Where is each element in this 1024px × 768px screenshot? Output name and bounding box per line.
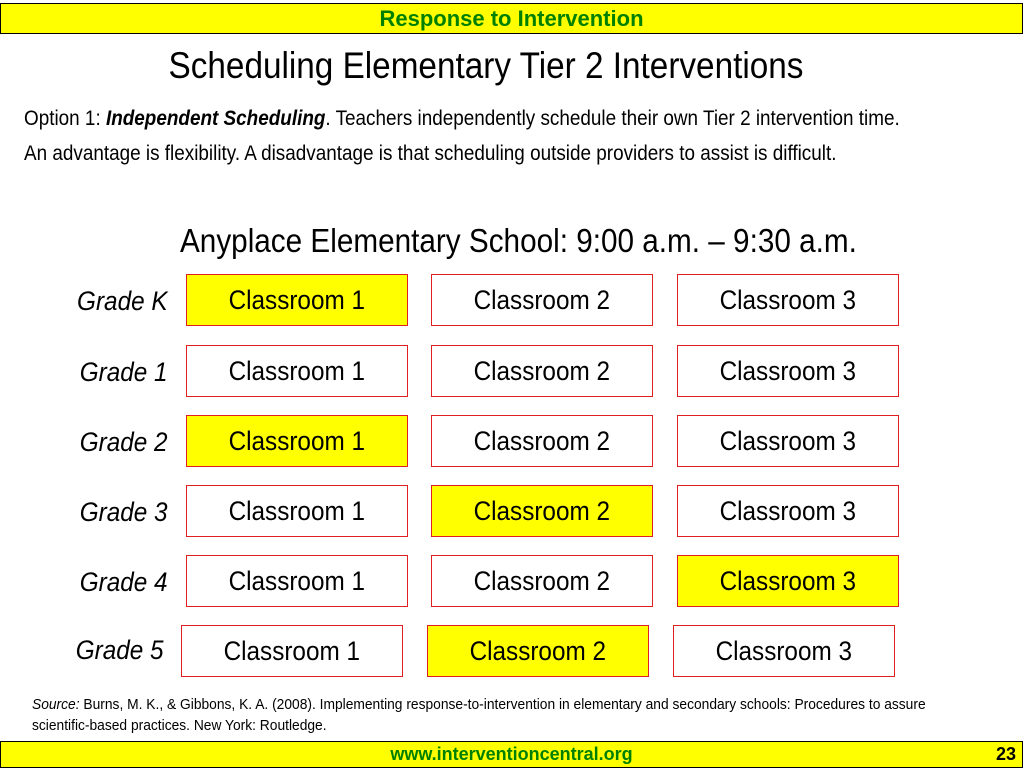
footer-url[interactable]: www.interventioncentral.org bbox=[390, 744, 633, 764]
classroom-label: Classroom 3 bbox=[719, 496, 857, 526]
classroom-cell bbox=[186, 345, 408, 397]
classroom-cell bbox=[186, 415, 408, 467]
classroom-cell bbox=[431, 555, 653, 607]
classroom-label: Classroom 2 bbox=[473, 496, 611, 526]
source-citation bbox=[32, 694, 952, 736]
source-text: Burns, M. K., & Gibbons, K. A. (2008). Implementing response-to-intervention in elementary and secondary schools: Procedures to assure scientific-based practices. New York: Routledge. bbox=[32, 696, 926, 734]
classroom-label: Classroom 1 bbox=[228, 285, 366, 315]
intro-emphasis: Independent Scheduling bbox=[105, 107, 326, 130]
classroom-cell bbox=[427, 625, 649, 677]
classroom-label: Classroom 2 bbox=[473, 426, 611, 456]
grade-row bbox=[0, 345, 1024, 399]
classroom-label: Classroom 2 bbox=[473, 566, 611, 596]
classroom-cell bbox=[431, 415, 653, 467]
classroom-cell bbox=[431, 485, 653, 537]
classroom-label: Classroom 1 bbox=[228, 566, 366, 596]
header-title: Response to Intervention bbox=[379, 6, 644, 31]
classroom-label: Classroom 1 bbox=[223, 636, 361, 666]
classroom-cell bbox=[431, 274, 653, 326]
classroom-cell bbox=[677, 415, 899, 467]
grade-label: Grade 5 bbox=[76, 635, 164, 665]
classroom-label: Classroom 1 bbox=[228, 496, 366, 526]
intro-prefix: Option 1: bbox=[24, 107, 106, 130]
classroom-cell bbox=[673, 625, 895, 677]
grade-row bbox=[0, 274, 1024, 328]
grade-label: Grade 2 bbox=[80, 427, 168, 457]
grade-label: Grade 1 bbox=[80, 357, 168, 387]
classroom-cell bbox=[186, 274, 408, 326]
classroom-label: Classroom 1 bbox=[228, 426, 366, 456]
slide-title: Scheduling Elementary Tier 2 Interventions bbox=[168, 45, 804, 86]
intro-paragraph bbox=[24, 101, 924, 171]
classroom-label: Classroom 3 bbox=[715, 636, 853, 666]
classroom-label: Classroom 3 bbox=[719, 426, 857, 456]
classroom-label: Classroom 2 bbox=[473, 356, 611, 386]
grade-label: Grade K bbox=[77, 286, 168, 316]
classroom-cell bbox=[677, 345, 899, 397]
classroom-label: Classroom 3 bbox=[719, 566, 857, 596]
classroom-cell bbox=[677, 485, 899, 537]
classroom-cell bbox=[186, 485, 408, 537]
school-schedule-heading: Anyplace Elementary School: 9:00 a.m. – 9:30 a.m. bbox=[180, 222, 857, 259]
classroom-cell bbox=[431, 345, 653, 397]
classroom-cell bbox=[677, 274, 899, 326]
classroom-label: Classroom 3 bbox=[719, 285, 857, 315]
slide-number: 23 bbox=[995, 744, 1016, 764]
classroom-label: Classroom 1 bbox=[228, 356, 366, 386]
classroom-label: Classroom 2 bbox=[469, 636, 607, 666]
grade-label: Grade 3 bbox=[80, 497, 168, 527]
classroom-cell bbox=[677, 555, 899, 607]
intro-body: . Teachers independently schedule their own Tier 2 intervention time. An advantage is flexibility. A disadvantage is that scheduling outside providers to assist is difficult. bbox=[24, 107, 900, 165]
grade-label: Grade 4 bbox=[80, 567, 168, 597]
grade-row bbox=[0, 555, 1024, 609]
grade-row bbox=[0, 625, 1024, 679]
source-label: Source: bbox=[32, 696, 80, 713]
classroom-cell bbox=[181, 625, 403, 677]
header-banner bbox=[0, 3, 1023, 34]
grade-row bbox=[0, 415, 1024, 469]
grade-row bbox=[0, 485, 1024, 539]
classroom-cell bbox=[186, 555, 408, 607]
classroom-label: Classroom 3 bbox=[719, 356, 857, 386]
classroom-label: Classroom 2 bbox=[473, 285, 611, 315]
footer-banner bbox=[0, 741, 1023, 768]
